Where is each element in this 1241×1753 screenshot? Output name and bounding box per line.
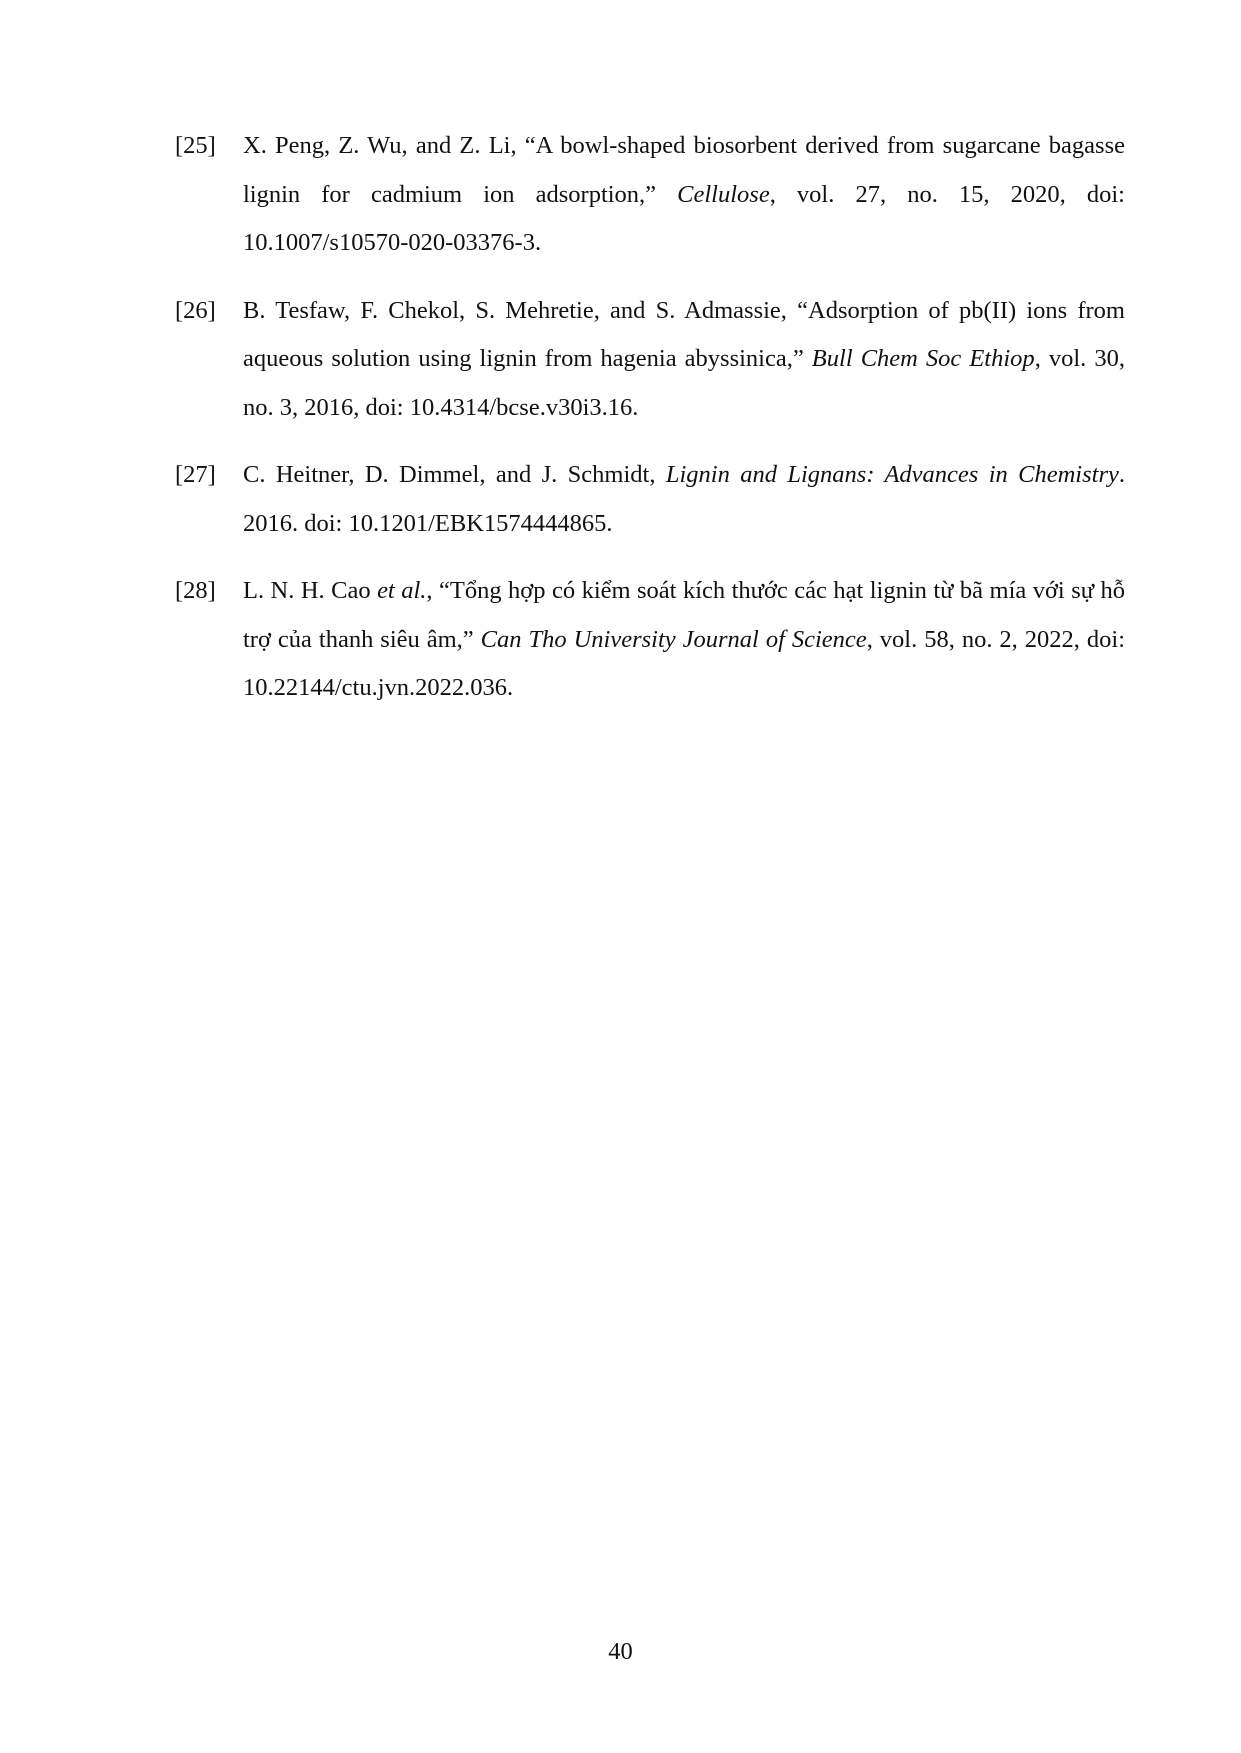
reference-details: , vol. 30, no. 3, 2016, doi: 10.4314/bcse.v30i3.16. [243,345,1125,421]
reference-authors: X. Peng, Z. Wu, and Z. Li, [243,132,525,159]
reference-details: . 2016. doi: 10.1201/EBK1574444865. [243,461,1125,537]
page-number: 40 [608,1638,633,1665]
reference-number: [26] [175,296,216,324]
reference-number: [28] [175,577,216,604]
reference-27 [175,451,1125,548]
reference-number: [25] [175,132,216,159]
reference-et-al: et al. [377,577,427,604]
reference-25 [175,122,1125,268]
reference-26 [175,287,1125,433]
reference-body [243,287,1125,433]
reference-body [243,122,1125,268]
reference-28 [175,567,1125,713]
reference-title: “Adsorption of pb(II) ions from aqueous solution using lignin from hagenia abyssinica,” [243,296,1125,372]
reference-body [243,567,1125,713]
reference-authors: B. Tesfaw, F. Chekol, S. Mehretie, and S. Admassie, [243,296,798,324]
reference-journal: Bull Chem Soc Ethiop [811,345,1035,372]
reference-number: [27] [175,461,216,488]
reference-authors: C. Heitner, D. Dimmel, and J. Schmidt, [243,461,666,488]
reference-journal: Cellulose [677,180,770,208]
reference-authors: L. N. H. Cao [243,577,378,604]
reference-title: , “Tổng hợp có kiểm soát kích thước các hạt lignin từ bã mía với sự hỗ trợ của thanh siêu âm,” [243,577,1125,653]
reference-journal: Can Tho University Journal of Science [480,625,867,653]
reference-details: , vol. 58, no. 2, 2022, doi: 10.22144/ctu.jvn.2022.036. [243,625,1126,701]
reference-body [243,451,1125,548]
reference-book-title: Lignin and Lignans: Advances in Chemistry [665,461,1119,488]
reference-list [175,122,1125,732]
reference-details: , vol. 27, no. 15, 2020, doi: 10.1007/s10570-020-03376-3. [243,180,1125,256]
reference-title: “A bowl-shaped biosorbent derived from sugarcane bagasse lignin for cadmium ion adsorption,” [243,132,1125,208]
